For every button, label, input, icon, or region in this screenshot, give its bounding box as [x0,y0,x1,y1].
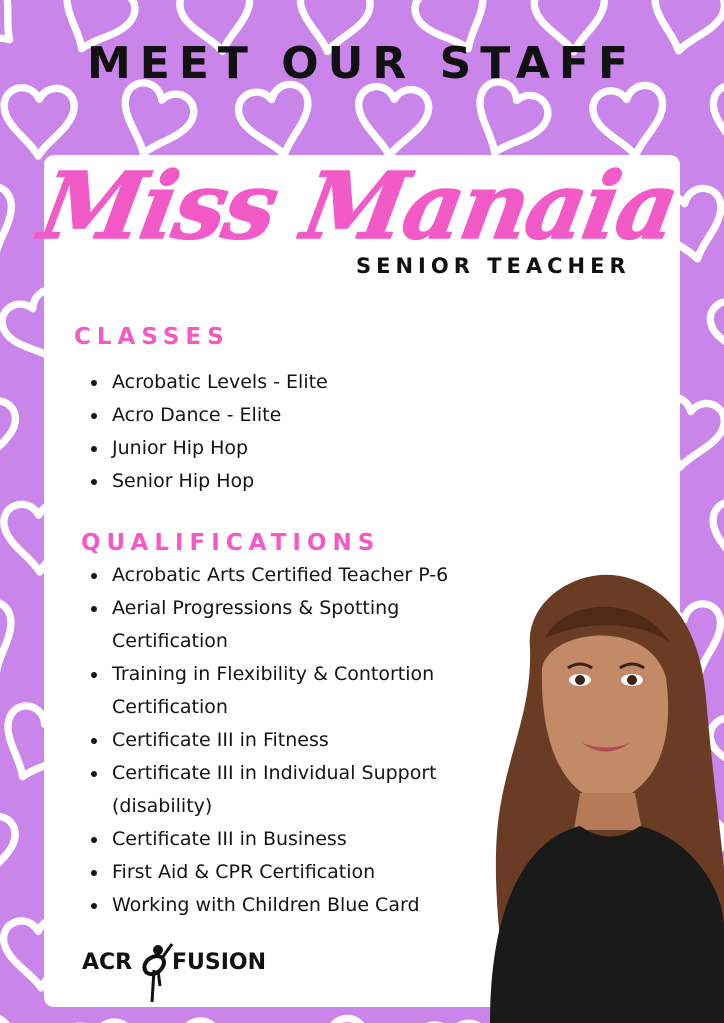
staff-name-text: Miss Manaia [32,151,685,260]
list-item: Certificate III in Business [88,823,460,856]
list-item: Acro Dance - Elite [88,399,448,432]
list-item: Certificate III in Fitness [88,724,460,757]
qualifications-heading: QUALIFICATIONS [81,530,381,556]
dancer-silhouette-icon [136,940,176,1004]
page-title: MEET OUR STAFF [86,38,637,89]
list-item: First Aid & CPR Certification [88,856,460,889]
heart-icon [590,83,670,161]
heart-icon [0,1012,29,1023]
list-item: Working with Children Blue Card [88,889,460,922]
acrofusion-logo [82,940,282,1004]
list-item: Junior Hip Hop [88,432,448,465]
classes-list [88,366,448,498]
staff-role: SENIOR TEACHER [356,254,631,278]
classes-heading: CLASSES [74,324,230,350]
logo-text-right: FUSION [172,950,267,975]
heart-icon [707,500,724,576]
list-item: Acrobatic Arts Certified Teacher P-6 [88,559,460,592]
list-item: Senior Hip Hop [88,465,448,498]
logo-text-left: ACR [82,950,133,975]
heart-icon [706,83,724,161]
list-item: Acrobatic Levels - Elite [88,366,448,399]
list-item: Certificate III in Individual Support (disability) [88,757,460,823]
heart-icon [174,1018,256,1023]
staff-portrait [470,568,724,1023]
list-item: Aerial Progressions & Spotting Certification [88,592,460,658]
heart-icon [292,1013,382,1023]
heart-icon [0,398,16,469]
heart-icon [706,287,724,372]
heart-icon [0,815,15,884]
heart-icon [0,181,28,270]
heart-icon [0,596,29,686]
qualifications-list [88,559,460,922]
list-item: Training in Flexibility & Contortion Certification [88,658,460,724]
